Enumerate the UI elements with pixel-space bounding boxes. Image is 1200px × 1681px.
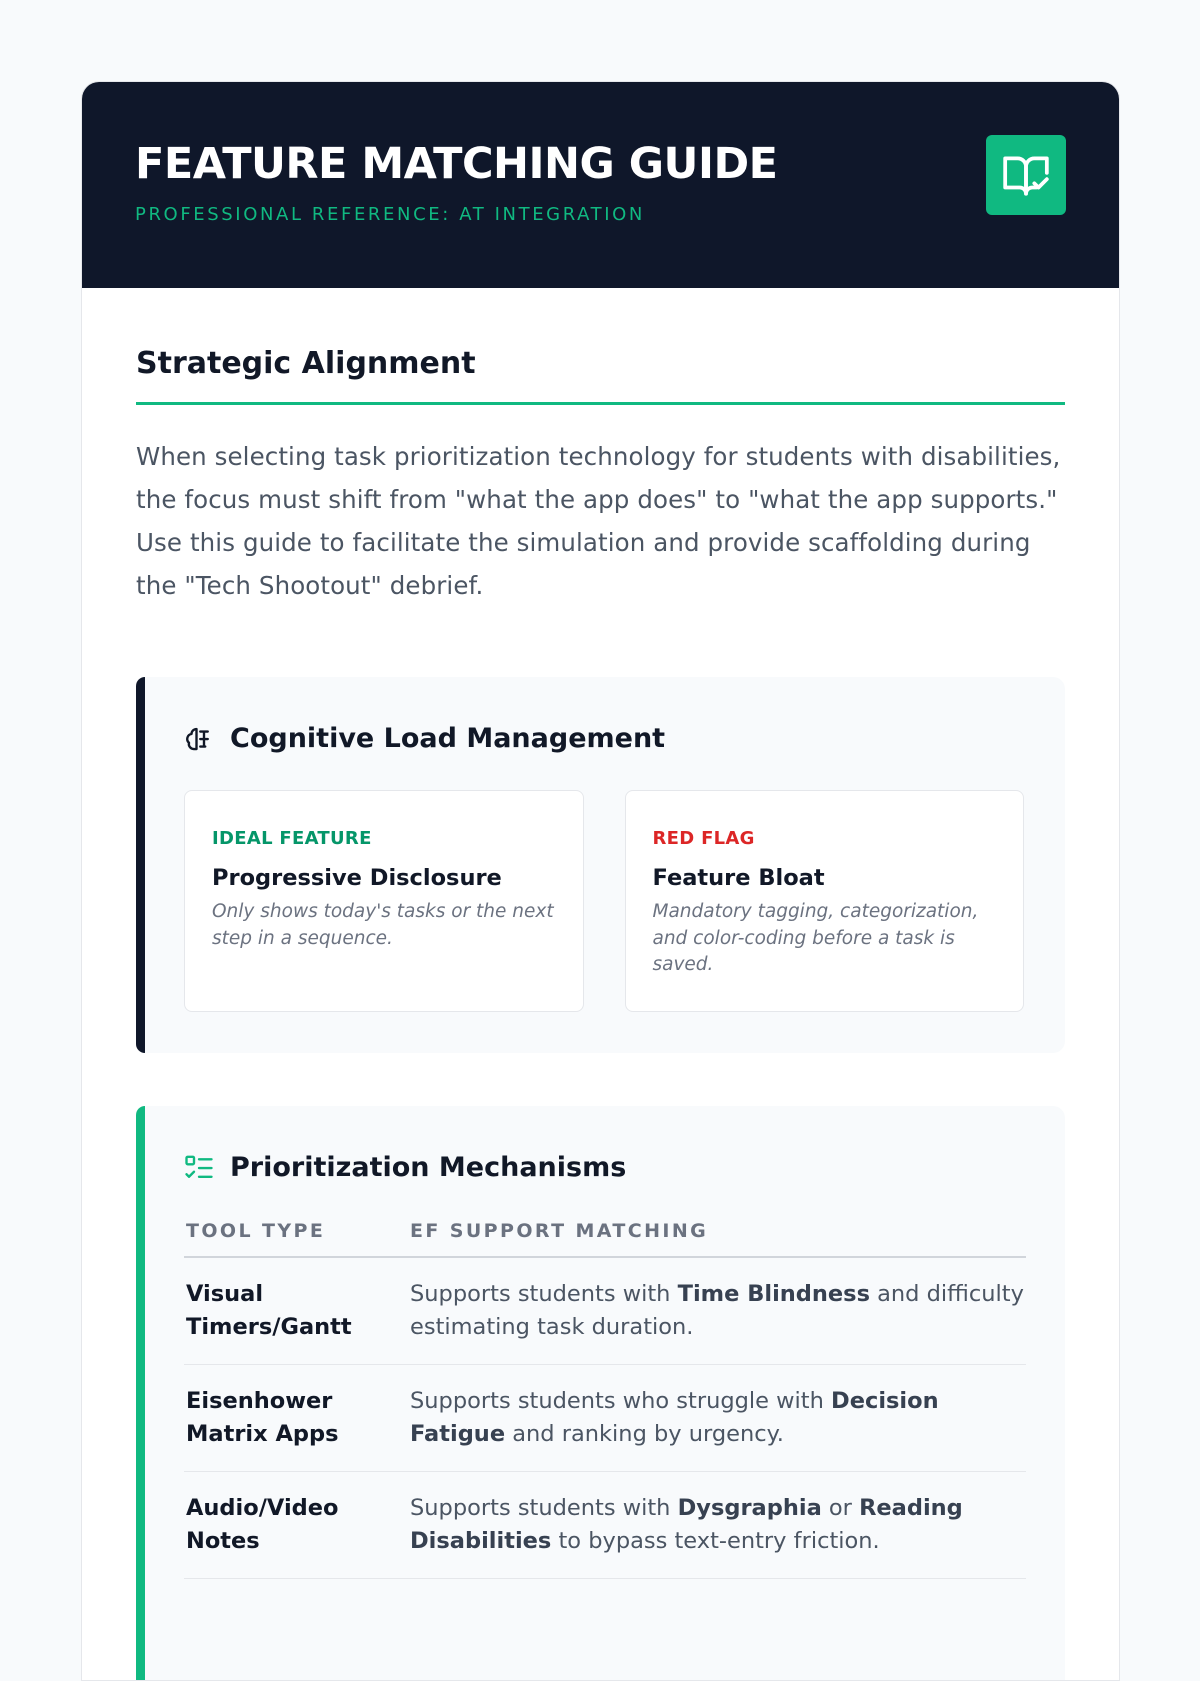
table-row <box>184 1365 1026 1472</box>
red-flag-desc: Mandatory tagging, categorization, and color-coding before a task is saved. <box>652 901 979 975</box>
guide-header <box>82 82 1119 288</box>
tool-type-cell: Audio/Video Notes <box>184 1472 408 1579</box>
red-flag-name: Feature Bloat <box>652 865 825 891</box>
tool-type-cell: Visual Timers/Gantt <box>184 1257 408 1365</box>
red-flag-card <box>625 790 1025 1012</box>
ef-support-cell: Supports students with Dysgraphia or Reading Disabilities to bypass text-entry friction. <box>408 1472 1026 1579</box>
table-row <box>184 1472 1026 1579</box>
ef-support-cell: Supports students with Time Blindness and difficulty estimating task duration. <box>408 1257 1026 1365</box>
list-check-icon <box>184 1153 214 1183</box>
page-subtitle: PROFESSIONAL REFERENCE: AT INTEGRATION <box>135 204 645 225</box>
column-header-ef-support: EF SUPPORT MATCHING <box>408 1220 1026 1257</box>
page-title: FEATURE MATCHING GUIDE <box>135 139 778 189</box>
brain-icon <box>184 724 214 754</box>
table-row <box>184 1257 1026 1365</box>
tool-matching-table <box>184 1220 1026 1579</box>
cognitive-panel-title: Cognitive Load Management <box>230 723 666 754</box>
ideal-feature-name: Progressive Disclosure <box>212 865 502 891</box>
ideal-feature-card <box>184 790 584 1012</box>
prioritization-panel <box>136 1106 1065 1681</box>
ideal-feature-desc: Only shows today's tasks or the next step in a sequence. <box>212 901 554 949</box>
tool-type-cell: Eisenhower Matrix Apps <box>184 1365 408 1472</box>
cognitive-load-panel <box>136 677 1065 1053</box>
red-flag-tag: RED FLAG <box>652 828 755 849</box>
intro-paragraph: When selecting task prioritization technology for students with disabilities, the focus must shift from "what the app does" to "what the app supports." Use this guide to facilitate the simulation and provide scaffolding during the "Tech Shootout" debrief. <box>136 442 1061 600</box>
guide-card <box>81 81 1120 1681</box>
ef-support-cell: Supports students who struggle with Decision Fatigue and ranking by urgency. <box>408 1365 1026 1472</box>
book-check-icon <box>986 135 1066 215</box>
ideal-feature-tag: IDEAL FEATURE <box>212 828 372 849</box>
column-header-tool-type: TOOL TYPE <box>184 1220 408 1257</box>
section-title-strategic: Strategic Alignment <box>136 344 1065 405</box>
prioritization-panel-title: Prioritization Mechanisms <box>230 1152 627 1183</box>
